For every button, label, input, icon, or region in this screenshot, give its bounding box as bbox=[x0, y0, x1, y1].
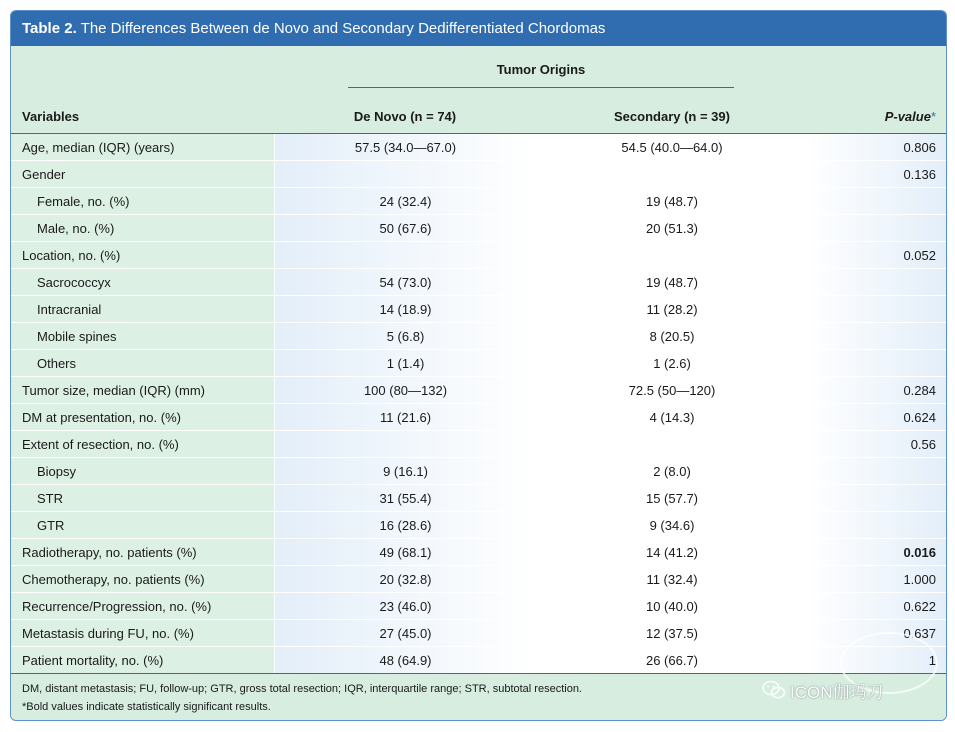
cell-de-novo bbox=[274, 431, 536, 457]
cell-de-novo: 5 (6.8) bbox=[274, 323, 536, 349]
cell-de-novo: 23 (46.0) bbox=[274, 593, 536, 619]
cell-secondary bbox=[536, 242, 808, 268]
cell-variable: DM at presentation, no. (%) bbox=[11, 404, 274, 430]
table-title-bar bbox=[11, 11, 946, 46]
cell-variable: Intracranial bbox=[11, 296, 274, 322]
cell-variable: Tumor size, median (IQR) (mm) bbox=[11, 377, 274, 403]
column-header-variables: Variables bbox=[22, 109, 80, 124]
cell-p-value: 1.000 bbox=[808, 566, 946, 592]
cell-variable: STR bbox=[11, 485, 274, 511]
cell-secondary: 11 (28.2) bbox=[536, 296, 808, 322]
table-header bbox=[11, 46, 946, 134]
table-row bbox=[11, 620, 946, 647]
cell-p-value bbox=[808, 485, 946, 511]
cell-variable: Patient mortality, no. (%) bbox=[11, 647, 274, 674]
table-body bbox=[11, 134, 946, 674]
table-container bbox=[10, 10, 947, 721]
cell-de-novo: 11 (21.6) bbox=[274, 404, 536, 430]
group-header-rule bbox=[348, 87, 734, 88]
watermark bbox=[762, 676, 884, 704]
cell-de-novo: 54 (73.0) bbox=[274, 269, 536, 295]
table-row bbox=[11, 566, 946, 593]
column-header-secondary: Secondary (n = 39) bbox=[614, 109, 730, 124]
cell-secondary: 1 (2.6) bbox=[536, 350, 808, 376]
table-row bbox=[11, 134, 946, 161]
cell-p-value: 0.284 bbox=[808, 377, 946, 403]
cell-secondary: 10 (40.0) bbox=[536, 593, 808, 619]
cell-secondary: 26 (66.7) bbox=[536, 647, 808, 674]
cell-p-value: 0.56 bbox=[808, 431, 946, 457]
cell-variable: Recurrence/Progression, no. (%) bbox=[11, 593, 274, 619]
cell-secondary: 19 (48.7) bbox=[536, 188, 808, 214]
footnote-bold-note: *Bold values indicate statistically significant results. bbox=[22, 701, 271, 713]
table-row bbox=[11, 296, 946, 323]
cell-p-value: 0.637 bbox=[808, 620, 946, 646]
cell-p-value bbox=[808, 215, 946, 241]
cell-variable: Mobile spines bbox=[11, 323, 274, 349]
cell-secondary: 12 (37.5) bbox=[536, 620, 808, 646]
cell-de-novo: 24 (32.4) bbox=[274, 188, 536, 214]
cell-variable: Metastasis during FU, no. (%) bbox=[11, 620, 274, 646]
cell-secondary: 9 (34.6) bbox=[536, 512, 808, 538]
cell-de-novo: 100 (80—132) bbox=[274, 377, 536, 403]
cell-p-value bbox=[808, 296, 946, 322]
cell-p-value: 0.016 bbox=[808, 539, 946, 565]
cell-p-value bbox=[808, 350, 946, 376]
cell-variable: Sacrococcyx bbox=[11, 269, 274, 295]
table-row bbox=[11, 593, 946, 620]
cell-p-value: 0.622 bbox=[808, 593, 946, 619]
cell-de-novo: 9 (16.1) bbox=[274, 458, 536, 484]
cell-secondary: 20 (51.3) bbox=[536, 215, 808, 241]
cell-p-value: 0.136 bbox=[808, 161, 946, 187]
cell-secondary: 2 (8.0) bbox=[536, 458, 808, 484]
footnote-abbreviations: DM, distant metastasis; FU, follow-up; GTR, gross total resection; IQR, interquartile range; STR, subtotal resection. bbox=[22, 683, 582, 695]
column-header-p-value bbox=[885, 109, 936, 124]
cell-variable: Male, no. (%) bbox=[11, 215, 274, 241]
cell-p-value: 0.052 bbox=[808, 242, 946, 268]
cell-secondary: 8 (20.5) bbox=[536, 323, 808, 349]
watermark-text: ICON伽玛刀 bbox=[790, 682, 884, 702]
cell-secondary: 15 (57.7) bbox=[536, 485, 808, 511]
cell-variable: Others bbox=[11, 350, 274, 376]
cell-variable: Age, median (IQR) (years) bbox=[11, 134, 274, 160]
table-row bbox=[11, 377, 946, 404]
cell-de-novo bbox=[274, 161, 536, 187]
table-label: Table 2. bbox=[22, 20, 77, 37]
cell-de-novo: 27 (45.0) bbox=[274, 620, 536, 646]
table-row bbox=[11, 215, 946, 242]
table-row bbox=[11, 512, 946, 539]
cell-secondary: 19 (48.7) bbox=[536, 269, 808, 295]
cell-p-value bbox=[808, 269, 946, 295]
cell-de-novo: 49 (68.1) bbox=[274, 539, 536, 565]
cell-p-value: 1 bbox=[808, 647, 946, 674]
cell-secondary bbox=[536, 431, 808, 457]
table-title: The Differences Between de Novo and Secondary Dedifferentiated Chordomas bbox=[80, 20, 606, 37]
p-value-marker: * bbox=[930, 109, 936, 124]
table-row bbox=[11, 269, 946, 296]
cell-p-value bbox=[808, 323, 946, 349]
cell-p-value: 0.806 bbox=[808, 134, 946, 160]
cell-de-novo: 57.5 (34.0—67.0) bbox=[274, 134, 536, 160]
group-header-tumor-origins: Tumor Origins bbox=[496, 62, 586, 77]
p-value-label: P-value bbox=[884, 109, 931, 124]
cell-secondary: 4 (14.3) bbox=[536, 404, 808, 430]
cell-secondary: 54.5 (40.0—64.0) bbox=[536, 134, 808, 160]
table-row bbox=[11, 350, 946, 377]
cell-de-novo: 31 (55.4) bbox=[274, 485, 536, 511]
cell-secondary bbox=[536, 161, 808, 187]
cell-variable: Extent of resection, no. (%) bbox=[11, 431, 274, 457]
cell-variable: Location, no. (%) bbox=[11, 242, 274, 268]
cell-variable: Chemotherapy, no. patients (%) bbox=[11, 566, 274, 592]
cell-secondary: 72.5 (50—120) bbox=[536, 377, 808, 403]
table-row bbox=[11, 647, 946, 674]
cell-p-value bbox=[808, 512, 946, 538]
cell-variable: Female, no. (%) bbox=[11, 188, 274, 214]
table-row bbox=[11, 431, 946, 458]
cell-de-novo: 20 (32.8) bbox=[274, 566, 536, 592]
cell-variable: GTR bbox=[11, 512, 274, 538]
cell-de-novo: 14 (18.9) bbox=[274, 296, 536, 322]
table-row bbox=[11, 485, 946, 512]
table-row bbox=[11, 458, 946, 485]
cell-de-novo: 50 (67.6) bbox=[274, 215, 536, 241]
cell-p-value: 0.624 bbox=[808, 404, 946, 430]
cell-secondary: 14 (41.2) bbox=[536, 539, 808, 565]
cell-de-novo: 16 (28.6) bbox=[274, 512, 536, 538]
cell-secondary: 11 (32.4) bbox=[536, 566, 808, 592]
table-row bbox=[11, 188, 946, 215]
cell-p-value bbox=[808, 188, 946, 214]
table-row bbox=[11, 161, 946, 188]
table-row bbox=[11, 404, 946, 431]
table-row bbox=[11, 323, 946, 350]
cell-variable: Biopsy bbox=[11, 458, 274, 484]
cell-variable: Radiotherapy, no. patients (%) bbox=[11, 539, 274, 565]
table-row bbox=[11, 242, 946, 269]
wechat-icon bbox=[762, 680, 786, 700]
cell-de-novo: 1 (1.4) bbox=[274, 350, 536, 376]
cell-de-novo: 48 (64.9) bbox=[274, 647, 536, 674]
cell-p-value bbox=[808, 458, 946, 484]
column-header-de-novo: De Novo (n = 74) bbox=[353, 109, 457, 124]
cell-de-novo bbox=[274, 242, 536, 268]
cell-variable: Gender bbox=[11, 161, 274, 187]
table-row bbox=[11, 539, 946, 566]
